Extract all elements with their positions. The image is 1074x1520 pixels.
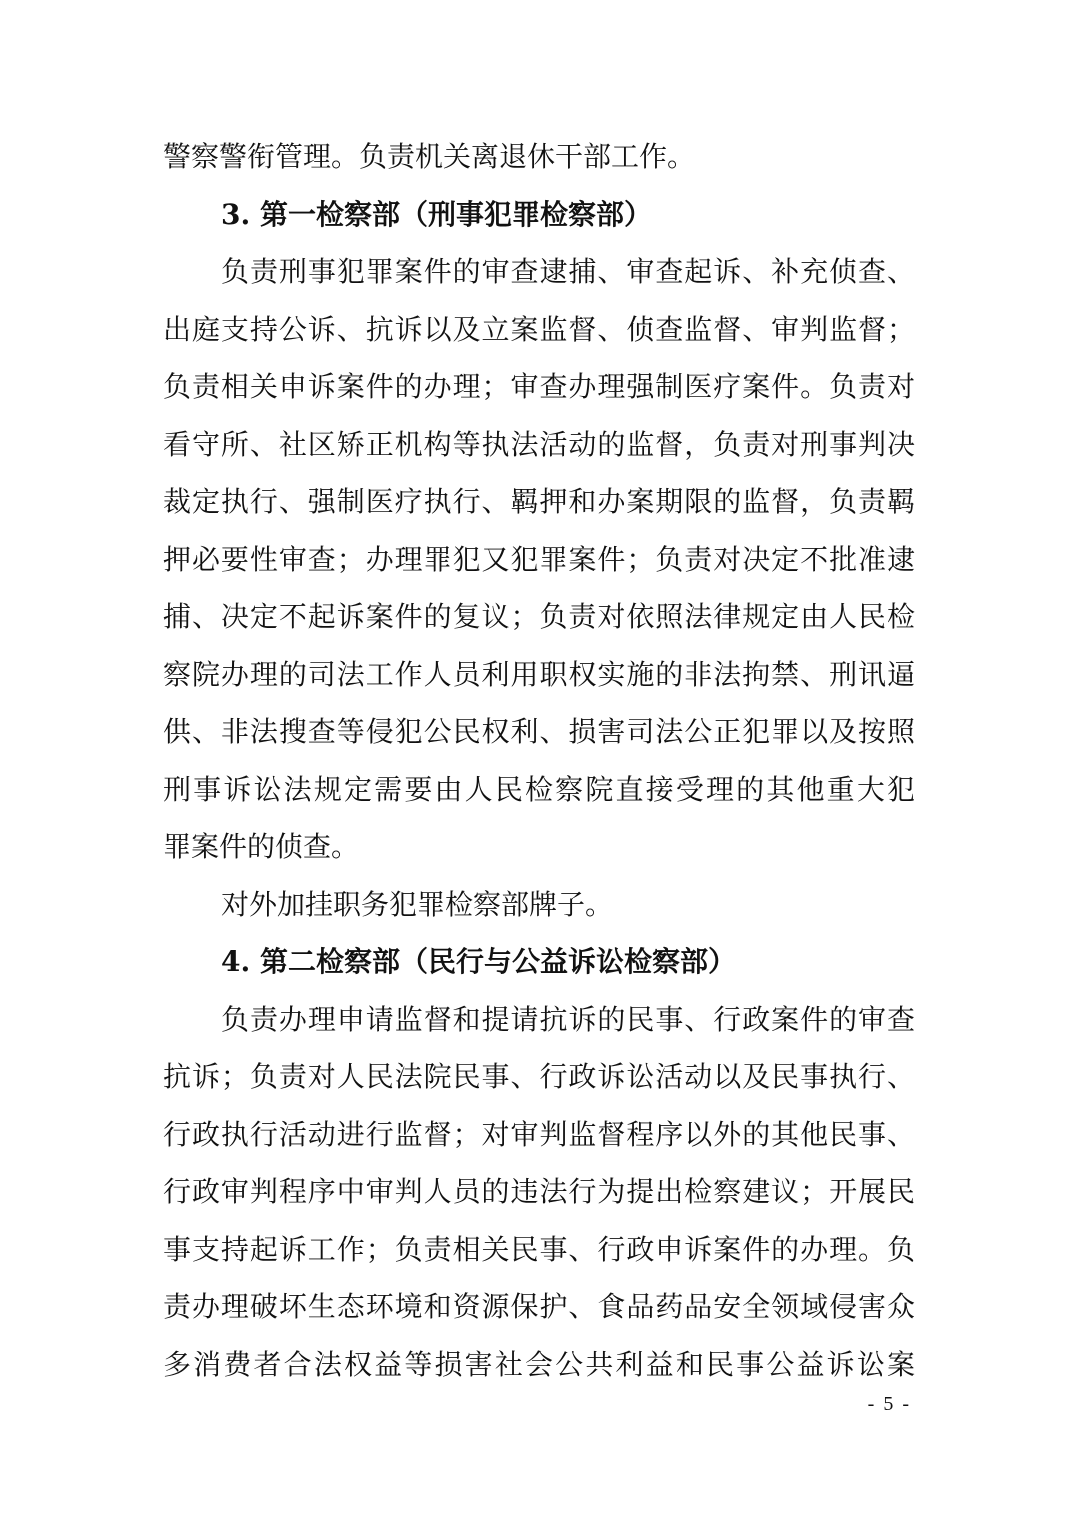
text-line: 行政审判程序中审判人员的违法行为提出检察建议；开展民 bbox=[163, 1175, 915, 1208]
text-line: 事支持起诉工作；负责相关民事、行政申诉案件的办理。负 bbox=[163, 1232, 915, 1266]
text-line: 刑事诉讼法规定需要由人民检察院直接受理的其他重大犯 bbox=[163, 772, 915, 806]
text-line: 负责办理申请监督和提请抗诉的民事、行政案件的审查 bbox=[221, 1002, 915, 1036]
text-line: 裁定执行、强制医疗执行、羁押和办案期限的监督，负责羁 bbox=[163, 485, 915, 518]
text-line: 罪案件的侦查。 bbox=[163, 830, 360, 863]
text-line: 多消费者合法权益等损害社会公共利益和民事公益诉讼案 bbox=[163, 1347, 915, 1381]
text-line: 行政执行活动进行监督；对审判监督程序以外的其他民事、 bbox=[163, 1117, 915, 1151]
text-line: 警察警衔管理。负责机关离退休干部工作。 bbox=[163, 140, 696, 173]
page-number: - 5 - bbox=[867, 1393, 911, 1415]
text-line: 抗诉；负责对人民法院民事、行政诉讼活动以及民事执行、 bbox=[163, 1060, 915, 1093]
text-line: 捕、决定不起诉案件的复议；负责对依照法律规定由人民检 bbox=[163, 600, 915, 633]
text-line: 押必要性审查；办理罪犯又犯罪案件；负责对决定不批准逮 bbox=[163, 542, 915, 576]
section-heading-4: 4. 第二检察部（民行与公益诉讼检察部） bbox=[221, 945, 736, 978]
text-line: 供、非法搜查等侵犯公民权利、损害司法公正犯罪以及按照 bbox=[163, 715, 915, 748]
text-line: 负责相关申诉案件的办理；审查办理强制医疗案件。负责对 bbox=[163, 370, 915, 403]
body-text bbox=[163, 128, 915, 1393]
text-line: 对外加挂职务犯罪检察部牌子。 bbox=[221, 887, 614, 921]
text-line: 出庭支持公诉、抗诉以及立案监督、侦查监督、审判监督； bbox=[163, 312, 915, 346]
text-line: 看守所、社区矫正机构等执法活动的监督，负责对刑事判决 bbox=[163, 427, 915, 461]
text-line: 负责刑事犯罪案件的审查逮捕、审查起诉、补充侦查、 bbox=[221, 255, 915, 288]
text-line: 察院办理的司法工作人员利用职权实施的非法拘禁、刑讯逼 bbox=[163, 657, 915, 691]
text-line: 责办理破坏生态环境和资源保护、食品药品安全领域侵害众 bbox=[163, 1290, 915, 1323]
section-heading-3: 3. 第一检察部（刑事犯罪检察部） bbox=[221, 197, 652, 231]
